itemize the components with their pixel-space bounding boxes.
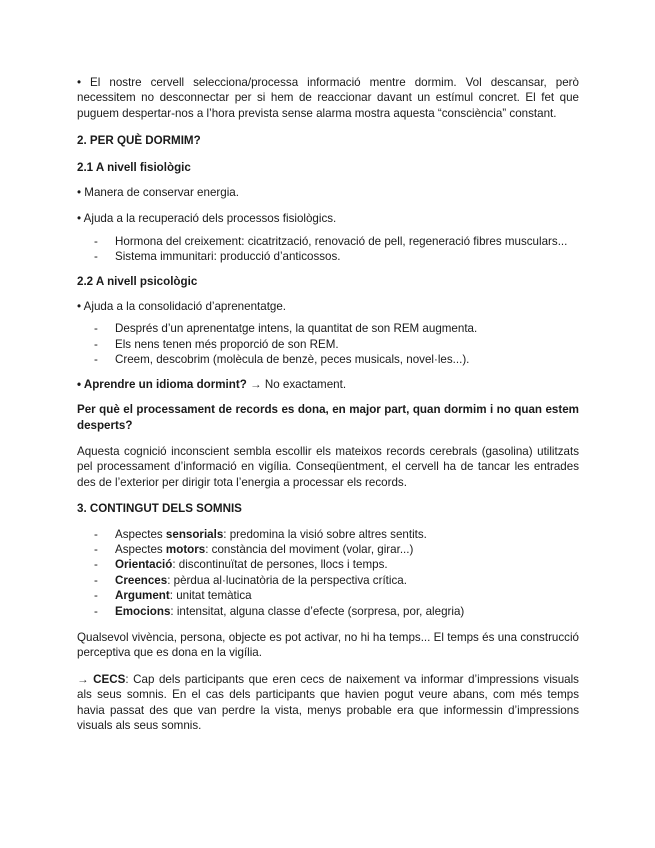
memory-answer: Aquesta cognició inconscient sembla escollir els mateixos records cerebrals (gasolina) utilitzats pel processament d’informació en vigília. Conseqüentment, el cervell ha de tancar les entrades des de l’exterior per dirigir tota l’energia a processar els records. bbox=[77, 444, 579, 489]
physiological-list bbox=[77, 234, 579, 265]
cecs-paragraph: → CECS: Cap dels participants que eren cecs de naixement va informar d’impressions visuals als seus somnis. En el cas dels participants que havien pogut veure abans, com més temps havia passat des que van perdre la vista, menys probable era que informessin d’impressions visuals als seus somnis. bbox=[77, 672, 579, 732]
memory-question: Per què el processament de records es dona, en major part, quan dormim i no quan estem desperts? bbox=[77, 403, 579, 432]
bullet-consolidation: • Ajuda a la consolidació d’aprenentatge. bbox=[77, 300, 287, 314]
dash-marker: - bbox=[94, 558, 98, 572]
list-item: - Aspectes sensorials: predomina la visió sobre altres sentits. bbox=[94, 527, 427, 541]
dash-marker: - bbox=[94, 604, 98, 618]
bullet-recovery: • Ajuda a la recuperació dels processos fisiològics. bbox=[77, 212, 337, 226]
dream-content-list bbox=[77, 527, 579, 619]
section-3-heading: 3. CONTINGUT DELS SOMNIS bbox=[77, 502, 242, 516]
list-item: - Orientació: discontinuïtat de persones, llocs i temps. bbox=[94, 558, 388, 572]
dash-marker: - bbox=[94, 234, 98, 248]
dash-marker: - bbox=[94, 250, 98, 264]
list-item: - Creences: pèrdua al·lucinatòria de la perspectiva crítica. bbox=[94, 573, 407, 587]
section-2-2-heading: 2.2 A nivell psicològic bbox=[77, 274, 198, 288]
dash-marker: - bbox=[94, 589, 98, 603]
list-item: - Creem, descobrim (molècula de benzè, peces musicals, novel·les...). bbox=[94, 353, 470, 367]
dash-marker: - bbox=[94, 353, 98, 367]
list-item: - Argument: unitat temàtica bbox=[94, 589, 252, 603]
section-2-1-heading: 2.1 A nivell fisiològic bbox=[77, 160, 191, 174]
list-item: - Els nens tenen més proporció de son REM. bbox=[94, 337, 339, 351]
psychological-list bbox=[77, 321, 579, 367]
dash-marker: - bbox=[94, 527, 98, 541]
dash-marker: - bbox=[94, 573, 98, 587]
dash-marker: - bbox=[94, 322, 98, 336]
list-item: - Sistema immunitari: producció d’anticossos. bbox=[94, 250, 341, 264]
language-question: • Aprendre un idioma dormint? → No exactament. bbox=[77, 377, 347, 391]
experience-paragraph: Qualsevol vivència, persona, objecte es pot activar, no hi ha temps... El temps és una construcció perceptiva que es dona en la vigília. bbox=[77, 630, 579, 660]
list-item: - Emocions: intensitat, alguna classe d’efecte (sorpresa, por, alegria) bbox=[94, 604, 465, 618]
section-2-heading: 2. PER QUÈ DORMIM? bbox=[77, 134, 201, 148]
bullet-conserve-energy: • Manera de conservar energia. bbox=[77, 186, 239, 200]
list-item: - Aspectes motors: constància del moviment (volar, girar...) bbox=[94, 542, 414, 556]
intro-paragraph: • El nostre cervell selecciona/processa informació mentre dormim. Vol descansar, però necessitem no desconnectar per si hem de reaccionar davant un estímul concret. El fet que puguem despertar-nos a l’hora prevista sense alarma mostra aquesta “consciència” constant. bbox=[77, 76, 579, 120]
list-item: - Hormona del creixement: cicatrització, renovació de pell, regeneració fibres musculars... bbox=[94, 234, 568, 248]
list-item: - Després d’un aprenentatge intens, la quantitat de son REM augmenta. bbox=[94, 322, 478, 336]
dash-marker: - bbox=[94, 542, 98, 556]
document-page bbox=[77, 75, 579, 733]
dash-marker: - bbox=[94, 337, 98, 351]
